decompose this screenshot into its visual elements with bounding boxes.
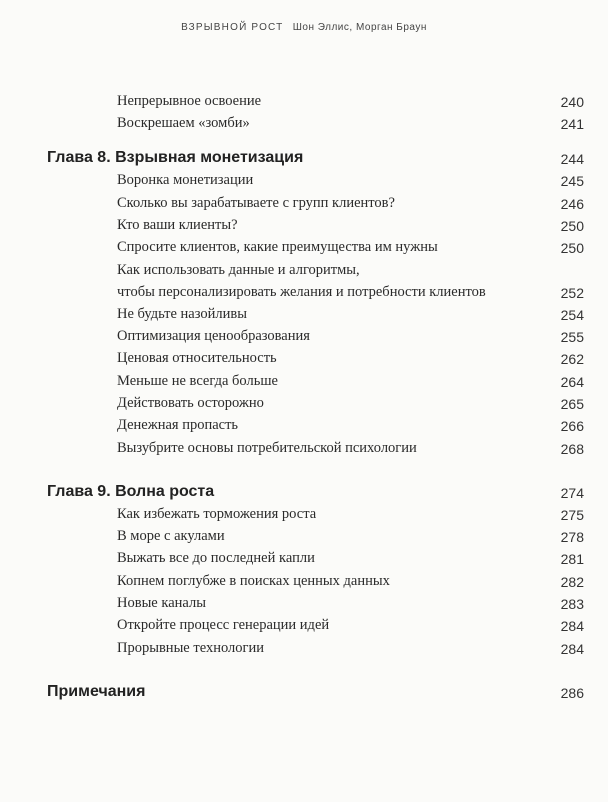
toc-entry-title: Выжать все до последней капли: [117, 550, 315, 566]
toc-page-number: 240: [560, 94, 584, 110]
toc-entry-title: Кто ваши клиенты?: [117, 217, 238, 233]
toc-entry: [0, 88, 608, 110]
toc-entry: [0, 323, 608, 345]
toc-entry: [0, 257, 608, 279]
toc-entry-title: Спросите клиентов, какие преимущества им нужны: [117, 239, 438, 255]
toc-page-number: 255: [560, 329, 584, 345]
toc-entry: [0, 545, 608, 567]
toc-page-number: 284: [560, 618, 584, 634]
toc-entry: [0, 279, 608, 301]
toc-page-number: 246: [560, 196, 584, 212]
toc-page-number: 252: [560, 285, 584, 301]
toc-entry: [0, 190, 608, 212]
toc-chapter-entry: [0, 479, 608, 501]
toc-page-number: 266: [560, 418, 584, 434]
toc-entry: [0, 167, 608, 189]
toc-entry-title: Как избежать торможения роста: [117, 506, 317, 522]
toc-entry-title: Воронка монетизации: [117, 172, 254, 188]
toc-page-number: 241: [560, 116, 584, 132]
toc-entry: [0, 110, 608, 132]
toc-entry: [0, 301, 608, 323]
toc-page-number: 283: [560, 596, 584, 612]
toc-entry: [0, 523, 608, 545]
toc-entry-title: Ценовая относительность: [117, 350, 277, 366]
toc-entry-title: Прорывные технологии: [117, 640, 264, 656]
toc-entry: [0, 435, 608, 457]
toc-entry: [0, 568, 608, 590]
toc-chapter-entry: [0, 679, 608, 701]
toc-page-number: 278: [560, 529, 584, 545]
toc-entry-title: Глава 8. Взрывная монетизация: [47, 149, 304, 166]
toc-entry: [0, 368, 608, 390]
toc-entry-title: Сколько вы зарабатываете с групп клиентов?: [117, 195, 395, 211]
toc-entry-title: Как использовать данные и алгоритмы,: [117, 262, 360, 278]
book-authors: Шон Эллис, Морган Браун: [292, 22, 427, 33]
toc-page-number: 282: [560, 574, 584, 590]
toc-page-number: 250: [560, 218, 584, 234]
toc-entry-title: Копнем поглубже в поисках ценных данных: [117, 573, 390, 589]
toc-page-number: 250: [560, 240, 584, 256]
toc-entry: [0, 612, 608, 634]
toc-entry-title: чтобы персонализировать желания и потребности клиентов: [117, 284, 486, 300]
toc-entry: [0, 590, 608, 612]
toc-entry-title: Оптимизация ценообразования: [117, 328, 310, 344]
toc-page-number: 274: [560, 485, 584, 501]
toc-entry-title: Действовать осторожно: [117, 395, 264, 411]
toc-page-number: 268: [560, 441, 584, 457]
toc-page-number: 275: [560, 507, 584, 523]
toc-entry-title: Новые каналы: [117, 595, 206, 611]
toc-entry: [0, 345, 608, 367]
toc-entry: [0, 390, 608, 412]
toc-entry: [0, 234, 608, 256]
toc-entry-title: Глава 9. Волна роста: [47, 483, 215, 500]
toc-page-number: 284: [560, 641, 584, 657]
toc-entry-title: Откройте процесс генерации идей: [117, 617, 330, 633]
toc-entry-title: Денежная пропасть: [117, 417, 239, 433]
toc-entry-title: Меньше не всегда больше: [117, 373, 278, 389]
toc-page-number: 254: [560, 307, 584, 323]
toc-entry: [0, 212, 608, 234]
toc-entry: [0, 501, 608, 523]
toc-entry-title: Воскрешаем «зомби»: [117, 115, 250, 131]
running-header: [0, 22, 608, 33]
toc-entry-title: В море с акулами: [117, 528, 225, 544]
toc-entry-title: Не будьте назойливы: [117, 306, 247, 322]
toc-page-number: 265: [560, 396, 584, 412]
toc-page-number: 244: [560, 151, 584, 167]
toc-entry: [0, 412, 608, 434]
toc-page-number: 245: [560, 173, 584, 189]
toc-page-number: 286: [560, 685, 584, 701]
toc-page-number: 281: [560, 551, 584, 567]
toc-entry-title: Вызубрите основы потребительской психологии: [117, 440, 417, 456]
toc-entry-title: Непрерывное освоение: [117, 93, 262, 109]
book-title: ВЗРЫВНОЙ РОСТ: [181, 22, 284, 33]
toc-entry: [0, 635, 608, 657]
toc-entry-title: Примечания: [47, 683, 146, 700]
toc-page-number: 264: [560, 374, 584, 390]
toc-chapter-entry: [0, 145, 608, 167]
toc-page-number: 262: [560, 351, 584, 367]
